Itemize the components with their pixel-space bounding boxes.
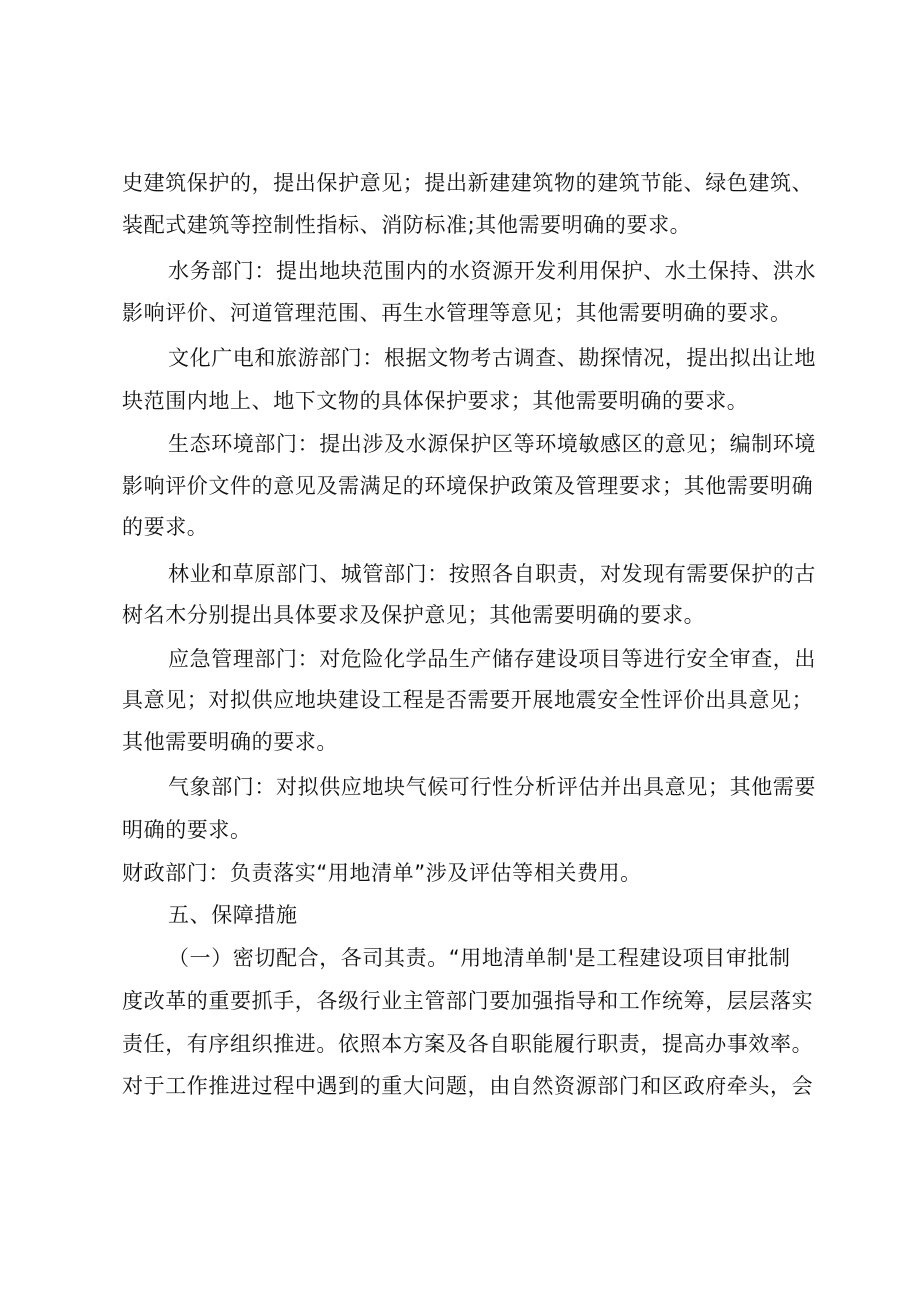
text-line: 其他需要明确的要求。 (122, 730, 338, 754)
text-line: 影响评价文件的意见及需满足的环境保护政策及管理要求；其他需要明确 (122, 474, 814, 498)
text-line: 的要求。 (122, 515, 209, 539)
paragraph-finance: 财政部门：负责落实“用地清单”涉及评估等相关费用。 (122, 861, 642, 885)
text-line: 装配式建筑等控制性指标、消防标准;其他需要明确的要求。 (122, 213, 692, 237)
section-heading: 五、保障措施 (168, 903, 298, 927)
text-line: 块范围内地上、地下文物的具体保护要求；其他需要明确的要求。 (122, 389, 749, 413)
text-line: 明确的要求。 (122, 818, 252, 842)
text-line: 影响评价、河道管理范围、再生水管理等意见；其他需要明确的要求。 (122, 301, 792, 325)
paragraph-emergency: 应急管理部门：对危险化学品生产储存建设项目等进行安全审查，出 (168, 647, 816, 671)
paragraph-meteorology: 气象部门：对拟供应地块气候可行性分析评估并出具意见；其他需要 (168, 775, 816, 799)
paragraph-ecology-environment: 生态环境部门：提出涉及水源保护区等环境敏感区的意见；编制环境 (168, 432, 816, 456)
text-line: 树名木分别提出具体要求及保护意见；其他需要明确的要求。 (122, 603, 706, 627)
paragraph-water-affairs: 水务部门：提出地块范围内的水资源开发利用保护、水土保持、洪水 (168, 259, 816, 283)
text-line: 具意见；对拟供应地块建设工程是否需要开展地震安全性评价出具意见； (122, 688, 814, 712)
text-line: 责任，有序组织推进。依照本方案及各自职能履行职责，提高办事效率。 (122, 1032, 814, 1056)
text-line: 史建筑保护的，提出保护意见；提出新建建筑物的建筑节能、绿色建筑、 (122, 171, 814, 195)
paragraph-culture-tourism: 文化广电和旅游部门：根据文物考古调查、勘探情况，提出拟出让地 (168, 346, 816, 370)
paragraph-cooperation: （一）密切配合，各司其责。“用地清单制'是工程建设项目审批制 (168, 946, 791, 970)
paragraph-forestry-urban: 林业和草原部门、城管部门：按照各自职责，对发现有需要保护的古 (168, 562, 816, 586)
text-line: 对于工作推进过程中遇到的重大问题，由自然资源部门和区政府牵头，会 (122, 1074, 814, 1098)
text-line: 度改革的重要抓手，各级行业主管部门要加强指导和工作统筹，层层落实 (122, 989, 814, 1013)
